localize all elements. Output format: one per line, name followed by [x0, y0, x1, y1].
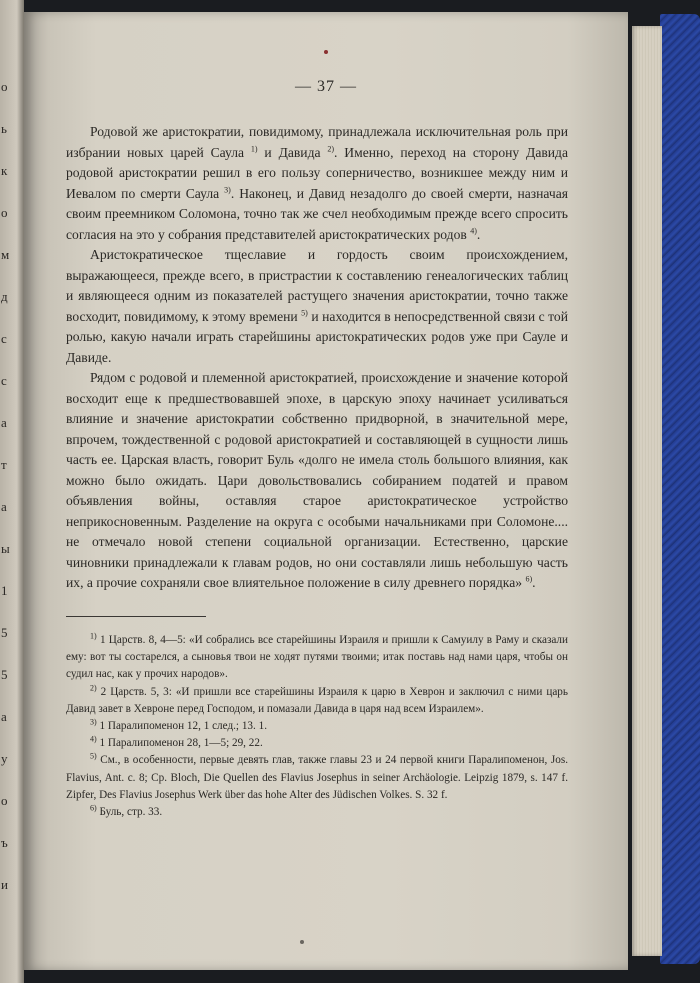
text-run: 1 Паралипоменон 12, 1 след.; 13. 1. — [96, 720, 268, 733]
footnote — [66, 735, 568, 752]
previous-page-fragment: а — [1, 499, 7, 514]
text-run: 1 Паралипоменон 28, 1—5; 29, 22. — [96, 737, 263, 750]
previous-page-fragment: к — [1, 163, 8, 178]
previous-page-fragment: с — [1, 331, 7, 346]
text-run: . Именно, переход на сторону Давида родовой аристократии решил в его пользу соперничество, возникшее между ним и Иевалом по смерти Саула — [66, 144, 568, 201]
footnote-marker: 1) — [250, 143, 258, 153]
paragraph — [66, 122, 568, 245]
footnote — [66, 684, 568, 718]
main-text — [66, 122, 568, 594]
previous-page-fragment: о — [1, 205, 8, 220]
previous-page-fragment: а — [1, 415, 7, 430]
text-run: Рядом с родовой и племенной аристократией, происхождение и значение которой восходит еще к предшествовавшей эпохе, в царскую эпоху начинает усиливаться влияние и значение аристократии собственно придворной, в значительной мере, впрочем, тождественной с родовой аристократией и составляющей в сущности лишь часть ее. Царская власть, говорит Буль «долго не имела столь большого влияния, как можно было ожидать. Цари довольствовались собиранием податей и правом объявления войны, оставляя старое аристократическое устройство неприкосновенным. Разделение на округа с особыми начальниками при Соломоне.... не отмечало новой степени социальной организации. Естественно, царские чиновники принадлежали к главам родов, но они составляли лишь небольшую часть их, а прочие сохраняли свое влиятельное положение в силу древнего порядка» — [66, 370, 568, 590]
previous-page-fragment: д — [1, 289, 8, 304]
text-run: . — [532, 575, 536, 590]
text-run: См., в особенности, первые девять глав, также главы 23 и 24 первой книги Паралипоменон, Jos. Flavius, Ant. с. 8; Cp. Bloch, Die Quellen des Flavius Josephus in seiner Archäologie. Leipzig 1879, s. 147 f. Zipfer, Des Flavius Josephus Werk über das hohe Alter des Jüdischen Volkes. S. 32 f. — [66, 754, 568, 801]
book-cover-edge — [660, 14, 700, 964]
previous-page-fragment: о — [1, 79, 8, 94]
previous-page-fragment: м — [1, 247, 10, 262]
ink-spot — [324, 50, 328, 54]
ink-spot — [300, 940, 304, 944]
footnote-marker: 6) — [90, 803, 97, 813]
previous-page-fragment: у — [1, 751, 8, 766]
text-run: и Давида — [257, 144, 328, 160]
footnote-marker: 3) — [224, 184, 231, 194]
previous-page-fragment: 5 — [1, 667, 8, 682]
footnote-marker: 4) — [470, 225, 477, 235]
footnote-marker: 5) — [90, 751, 97, 761]
paragraph — [66, 368, 568, 594]
text-run: Родовой же аристократии, повидимому, принадлежала исключительная роль при избрании новых царей Саула — [66, 124, 568, 160]
previous-page-fragment: ъ — [1, 835, 8, 850]
previous-page-fragment: ь — [1, 121, 7, 136]
page-edges — [632, 26, 662, 956]
text-run: . Наконец, и Давид незадолго до своей смерти, назначая своим преемником Соломона, точно так же счел необходимым прежде всего спросить согласия на это у собрания представителей аристократических родов — [66, 185, 569, 242]
footnote — [66, 632, 568, 684]
footnote — [66, 752, 568, 804]
text-run: 2 Царств. 5, 3: «И пришли все старейшины Израиля к царю в Хеврон и заключил с ними царь Давид завет в Хевроне перед Господом, и помазали Давида в царя над всем Израилем». — [66, 685, 568, 715]
text-run: и находится в непосредственной связи с той ролью, какую начали играть старейшины аристократических родов уже при Сауле и Давиде. — [66, 308, 569, 365]
page-number: — 37 — — [295, 78, 357, 95]
footnote-marker: 2) — [327, 143, 335, 153]
previous-page-fragment: ы — [1, 541, 10, 556]
footnote-divider — [66, 616, 206, 617]
footnote-marker: 4) — [90, 734, 97, 744]
text-run: . — [476, 226, 481, 242]
footnote-marker: 3) — [90, 717, 97, 727]
previous-page-fragment: 5 — [1, 625, 8, 640]
book-page — [24, 12, 628, 970]
previous-page-fragment: с — [1, 373, 7, 388]
previous-page-fragment: 1 — [1, 583, 8, 598]
footnote — [66, 804, 568, 821]
previous-page-fragment: а — [1, 709, 7, 724]
footnote — [66, 718, 568, 735]
previous-page-fragment: о — [1, 793, 8, 808]
previous-page-fragment: и — [1, 877, 8, 892]
footnote-marker: 2) — [90, 682, 97, 692]
footnote-marker: 1) — [90, 631, 97, 641]
footnotes — [66, 632, 568, 821]
footnote-marker: 5) — [301, 307, 308, 317]
previous-page-edge — [0, 0, 24, 983]
text-run: 1 Царств. 8, 4—5: «И собрались все старейшины Израиля и пришли к Самуилу в Раму и сказали ему: вот ты состарелся, а сыновья твои не ходят путями твоими; итак поставь над нами царя, чтобы он судил нас, как у прочих народов». — [66, 634, 568, 681]
text-run: Буль, стр. 33. — [96, 806, 163, 819]
previous-page-fragment: т — [1, 457, 7, 472]
text-run: Аристократическое тщеславие и гордость своим происхождением, выражающееся, прежде всего, в пристрастии к составлению генеалогических таблиц и являющееся одним из показателей растущего значения аристократии, точно также восходит, повидимому, к этому времени — [66, 247, 568, 324]
paragraph — [66, 245, 568, 368]
footnote-marker: 6) — [525, 574, 533, 584]
